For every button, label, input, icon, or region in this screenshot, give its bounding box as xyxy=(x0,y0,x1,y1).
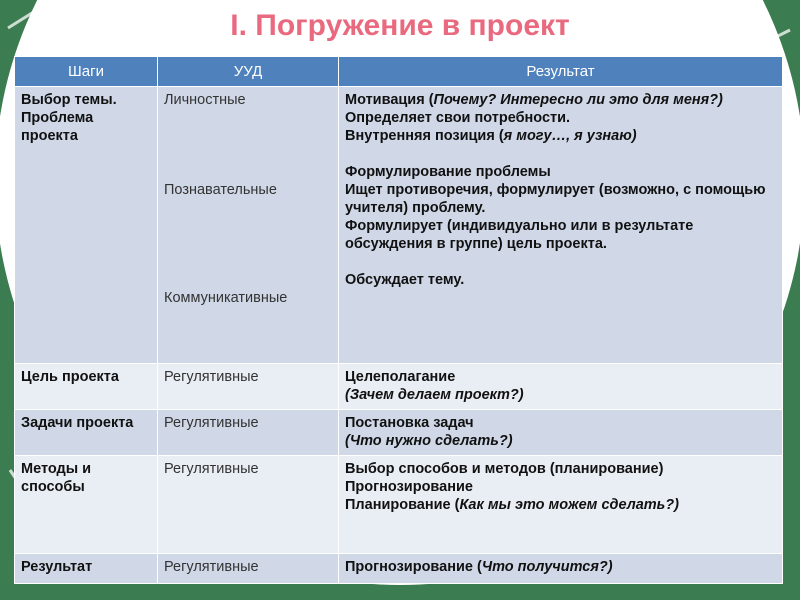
step-cell: Выбор темы. Проблема проекта xyxy=(15,87,158,364)
uud-communicative: Коммуникативные xyxy=(164,290,288,306)
step-cell: Методы и способы xyxy=(15,456,158,554)
result-cell: Постановка задач (Что нужно сделать?) xyxy=(339,410,783,456)
uud-cell: Регулятивные xyxy=(158,410,339,456)
table-row xyxy=(15,554,783,584)
uud-cognitive: Познавательные xyxy=(164,182,277,198)
result-line: Формулирует (индивидуально или в результате обсуждения в группе) цель проекта. xyxy=(345,218,694,252)
result-line: Обсуждает тему. xyxy=(345,272,465,288)
result-line: Мотивация (Почему? Интересно ли это для меня?) xyxy=(345,92,723,108)
step-cell: Задачи проекта xyxy=(15,410,158,456)
result-line: Ищет противоречия, формулирует (возможно, с помощью учителя) проблему. xyxy=(345,182,766,216)
step-cell: Результат xyxy=(15,554,158,584)
project-table xyxy=(14,56,783,584)
result-line: Определяет свои потребности. xyxy=(345,110,571,126)
header-steps: Шаги xyxy=(15,57,158,87)
uud-cell: Регулятивные xyxy=(158,554,339,584)
slide-title: I. Погружение в проект xyxy=(230,9,570,42)
table-header-row xyxy=(15,57,783,87)
result-cell: Прогнозирование (Что получится?) xyxy=(339,554,783,584)
header-uud: УУД xyxy=(158,57,339,87)
result-cell xyxy=(339,87,783,364)
table-row xyxy=(15,456,783,554)
result-line: Формулирование проблемы xyxy=(345,164,551,180)
uud-cell: Регулятивные xyxy=(158,456,339,554)
header-result: Результат xyxy=(339,57,783,87)
result-line: Внутренняя позиция (я могу…, я узнаю) xyxy=(345,128,637,144)
result-cell: Целеполагание (Зачем делаем проект?) xyxy=(339,364,783,410)
uud-cell: Регулятивные xyxy=(158,364,339,410)
uud-cell xyxy=(158,87,339,364)
step-cell: Цель проекта xyxy=(15,364,158,410)
uud-personal: Личностные xyxy=(164,92,246,108)
table-row xyxy=(15,410,783,456)
table-row xyxy=(15,364,783,410)
result-cell: Выбор способов и методов (планирование) Прогнозирование Планирование (Как мы это можем сделать?) xyxy=(339,456,783,554)
table-row xyxy=(15,87,783,364)
